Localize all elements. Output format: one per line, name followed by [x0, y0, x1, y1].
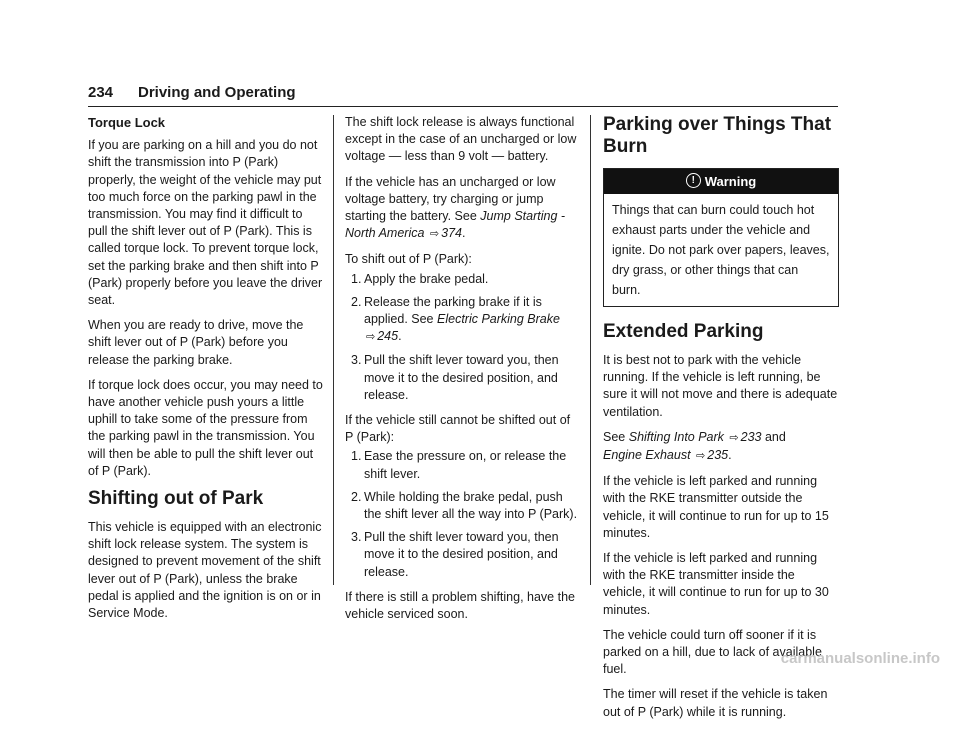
- warning-header: [604, 169, 838, 194]
- list-item: [345, 529, 578, 581]
- paragraph: The shift lock release is always functional except in the case of an uncharged or low voltage — less than 9 volt — battery.: [345, 115, 577, 164]
- jump-starting-link[interactable]: Jump Starting - North America: [345, 209, 566, 241]
- steps-intro: If the vehicle still cannot be shifted out of P (Park):: [345, 413, 571, 445]
- page-header: [88, 84, 838, 107]
- page-ref[interactable]: 245: [377, 329, 399, 344]
- column-divider: [333, 115, 334, 585]
- paragraph: If torque lock does occur, you may need to have another vehicle push yours a little uphill to take some of the pressure from the parking pawl in the transmission. You will then be able to pull the shift lever out of P (Park).: [88, 377, 323, 478]
- step-text: Pull the shift lever toward you, then move it to the desired position, and release.: [364, 530, 559, 579]
- column-right: [603, 114, 839, 729]
- torque-lock-heading: Torque Lock: [88, 115, 166, 130]
- paragraph: [603, 429, 839, 465]
- warning-title: Warning: [704, 174, 757, 189]
- punctuation: .: [398, 329, 402, 344]
- step-text: Apply the brake pedal.: [364, 271, 489, 286]
- punctuation: .: [728, 448, 732, 463]
- list-item: [345, 294, 578, 347]
- column-divider: [590, 115, 591, 585]
- electric-parking-brake-link[interactable]: Electric Parking Brake: [437, 312, 560, 327]
- punctuation: .: [461, 226, 466, 241]
- shifting-out-of-park-heading: Shifting out of Park: [88, 488, 264, 510]
- step-number: 2.: [351, 489, 362, 504]
- paragraph: When you are ready to drive, move the shift lever out of P (Park) before you release the parking brake.: [88, 318, 304, 367]
- list-item: [345, 448, 578, 482]
- paragraph: [345, 174, 578, 244]
- paragraph: If you are parking on a hill and you do not shift the transmission into P (Park) properly, the weight of the vehicle may put too much force on the parking pawl in the transmission. You may find it difficult to pull the shift lever out of P (Park). This is called torque lock. To prevent torque lock, set the parking brake and then shift into P (Park) properly before you leave the driver seat.: [88, 138, 323, 308]
- paragraph: The vehicle could turn off sooner if it is parked on a hill, due to lack of available fuel.: [603, 627, 822, 677]
- engine-exhaust-link[interactable]: Engine Exhaust: [603, 448, 691, 463]
- page-arrow-icon: ⇨: [729, 431, 739, 444]
- paragraph: If the vehicle is left parked and running with the RKE transmitter outside the vehicle, it will continue to run for up to 15 minutes.: [603, 474, 829, 540]
- page-arrow-icon: ⇨: [696, 450, 706, 463]
- paragraph-text: If the vehicle has an uncharged or low voltage battery, try charging or jump starting the battery. See: [345, 174, 556, 224]
- warning-icon: !: [686, 173, 701, 188]
- extended-parking-heading: Extended Parking: [603, 321, 764, 342]
- see-text: See: [603, 429, 626, 444]
- shifting-into-park-link[interactable]: Shifting Into Park: [628, 429, 724, 444]
- page-arrow-icon: ⇨: [366, 331, 376, 344]
- warning-body: Things that can burn could touch hot exhaust parts under the vehicle and ignite. Do not park over papers, leaves, dry grass, or other things that can burn.: [612, 203, 830, 297]
- page-ref[interactable]: 233: [740, 429, 762, 444]
- list-item: [345, 271, 578, 288]
- page-arrow-icon: ⇨: [429, 228, 440, 241]
- paragraph: If the vehicle is left parked and running with the RKE transmitter inside the vehicle, it will continue to run for up to 30 minutes.: [603, 551, 829, 617]
- step-number: 1.: [351, 271, 362, 286]
- paragraph: It is best not to park with the vehicle running. If the vehicle is left running, be sure it will not move and there is adequate ventilation.: [603, 353, 838, 419]
- step-text: Ease the pressure on, or release the shift lever.: [364, 449, 567, 481]
- page-ref[interactable]: 235: [707, 448, 729, 463]
- page-number: 234: [88, 84, 114, 101]
- step-text: Pull the shift lever toward you, then move it to the desired position, and release.: [364, 353, 559, 402]
- page-ref[interactable]: 374: [441, 226, 462, 241]
- warning-box: [603, 168, 839, 307]
- list-item: [345, 489, 578, 523]
- steps-intro: To shift out of P (Park):: [345, 252, 472, 267]
- paragraph: This vehicle is equipped with an electronic shift lock release system. The system is designed to prevent movement of the shift lever out of P (Park), unless the brake pedal is applied and the ignition is on or in Service Mode.: [88, 520, 322, 621]
- steps-list: [345, 271, 578, 404]
- step-number: 2.: [351, 294, 362, 309]
- and-text: and: [764, 429, 786, 444]
- step-number: 3.: [351, 353, 362, 368]
- column-left: [88, 114, 323, 630]
- step-text: Release the parking brake if it is applied. See: [364, 294, 542, 327]
- step-number: 3.: [351, 530, 362, 545]
- watermark: carmanualsonline.info: [780, 650, 940, 667]
- section-title: Driving and Operating: [138, 84, 296, 101]
- paragraph: The timer will reset if the vehicle is taken out of P (Park) while it is running.: [603, 687, 828, 719]
- step-text: While holding the brake pedal, push the shift lever all the way into P (Park).: [364, 489, 578, 522]
- step-number: 1.: [351, 449, 362, 464]
- list-item: [345, 352, 578, 404]
- column-middle: [345, 114, 578, 631]
- steps-list: [345, 448, 578, 580]
- paragraph: If there is still a problem shifting, have the vehicle serviced soon.: [345, 589, 575, 622]
- parking-over-things-heading: Parking over Things That Burn: [603, 114, 832, 157]
